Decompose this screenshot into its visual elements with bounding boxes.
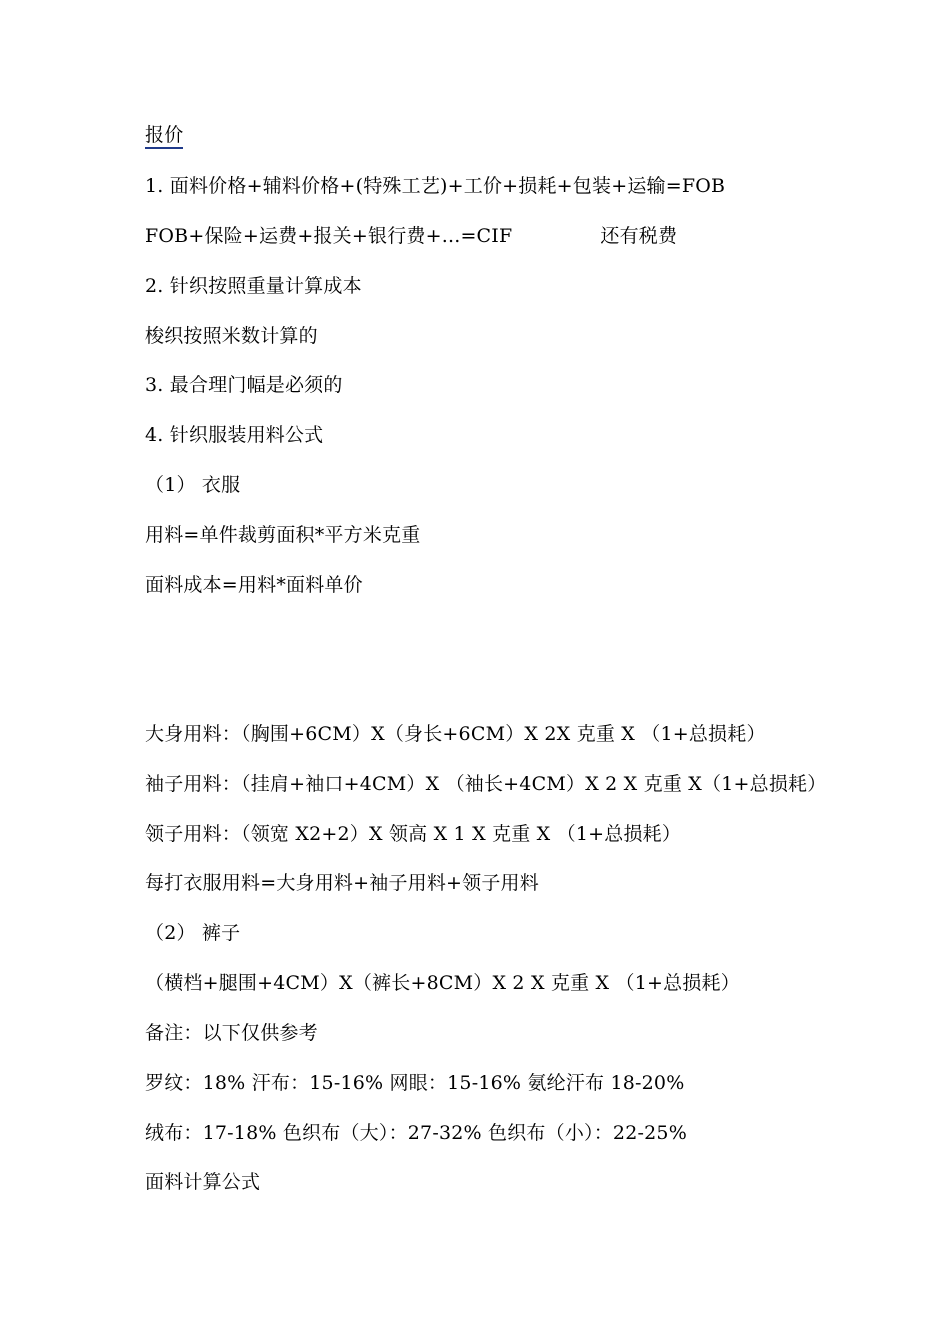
cif-formula-line — [145, 223, 677, 249]
clothing-subheading: （1） 衣服 — [145, 474, 241, 496]
cif-formula-text: FOB+保险+运费+报关+银行费+...=CIF — [145, 225, 513, 247]
remark-line: 备注：以下仅供参考 — [145, 1022, 318, 1044]
title-text: 报价 — [145, 124, 183, 149]
collar-usage-line: 领子用料：（领宽 X2+2）X 领高 X 1 X 克重 X （1+总损耗） — [145, 823, 682, 845]
sleeve-usage-line: 袖子用料：（挂肩+袖口+4CM）X （袖长+4CM）X 2 X 克重 X（1+总损耗） — [145, 773, 827, 795]
width-line: 3. 最合理门幅是必须的 — [145, 374, 343, 396]
loss-rates-line-2: 绒布：17-18% 色织布（大）：27-32% 色织布（小）：22-25% — [145, 1122, 687, 1144]
pants-subheading: （2） 裤子 — [145, 922, 241, 944]
body-usage-line: 大身用料：（胸围+6CM）X（身长+6CM）X 2X 克重 X （1+总损耗） — [145, 723, 766, 745]
loss-rates-line-1: 罗纹：18% 汗布：15-16% 网眼：15-16% 氨纶汗布 18-20% — [145, 1072, 685, 1094]
fabric-formula-heading: 面料计算公式 — [145, 1171, 261, 1193]
usage-formula-line: 用料=单件裁剪面积*平方米克重 — [145, 524, 421, 546]
pants-usage-line: （横档+腿围+4CM）X（裤长+8CM）X 2 X 克重 X （1+总损耗） — [145, 972, 740, 994]
document-title — [145, 122, 183, 148]
knit-cost-line: 2. 针织按照重量计算成本 — [145, 275, 362, 297]
fabric-cost-line: 面料成本=用料*面料单价 — [145, 574, 363, 596]
tax-note-text: 还有税费 — [600, 225, 678, 247]
knit-formula-heading: 4. 针织服装用料公式 — [145, 424, 324, 446]
dozen-usage-line: 每打衣服用料=大身用料+袖子用料+领子用料 — [145, 872, 539, 894]
woven-cost-line: 梭织按照米数计算的 — [145, 325, 318, 347]
fob-formula-line: 1. 面料价格+辅料价格+(特殊工艺)+工价+损耗+包装+运输=FOB — [145, 175, 726, 197]
